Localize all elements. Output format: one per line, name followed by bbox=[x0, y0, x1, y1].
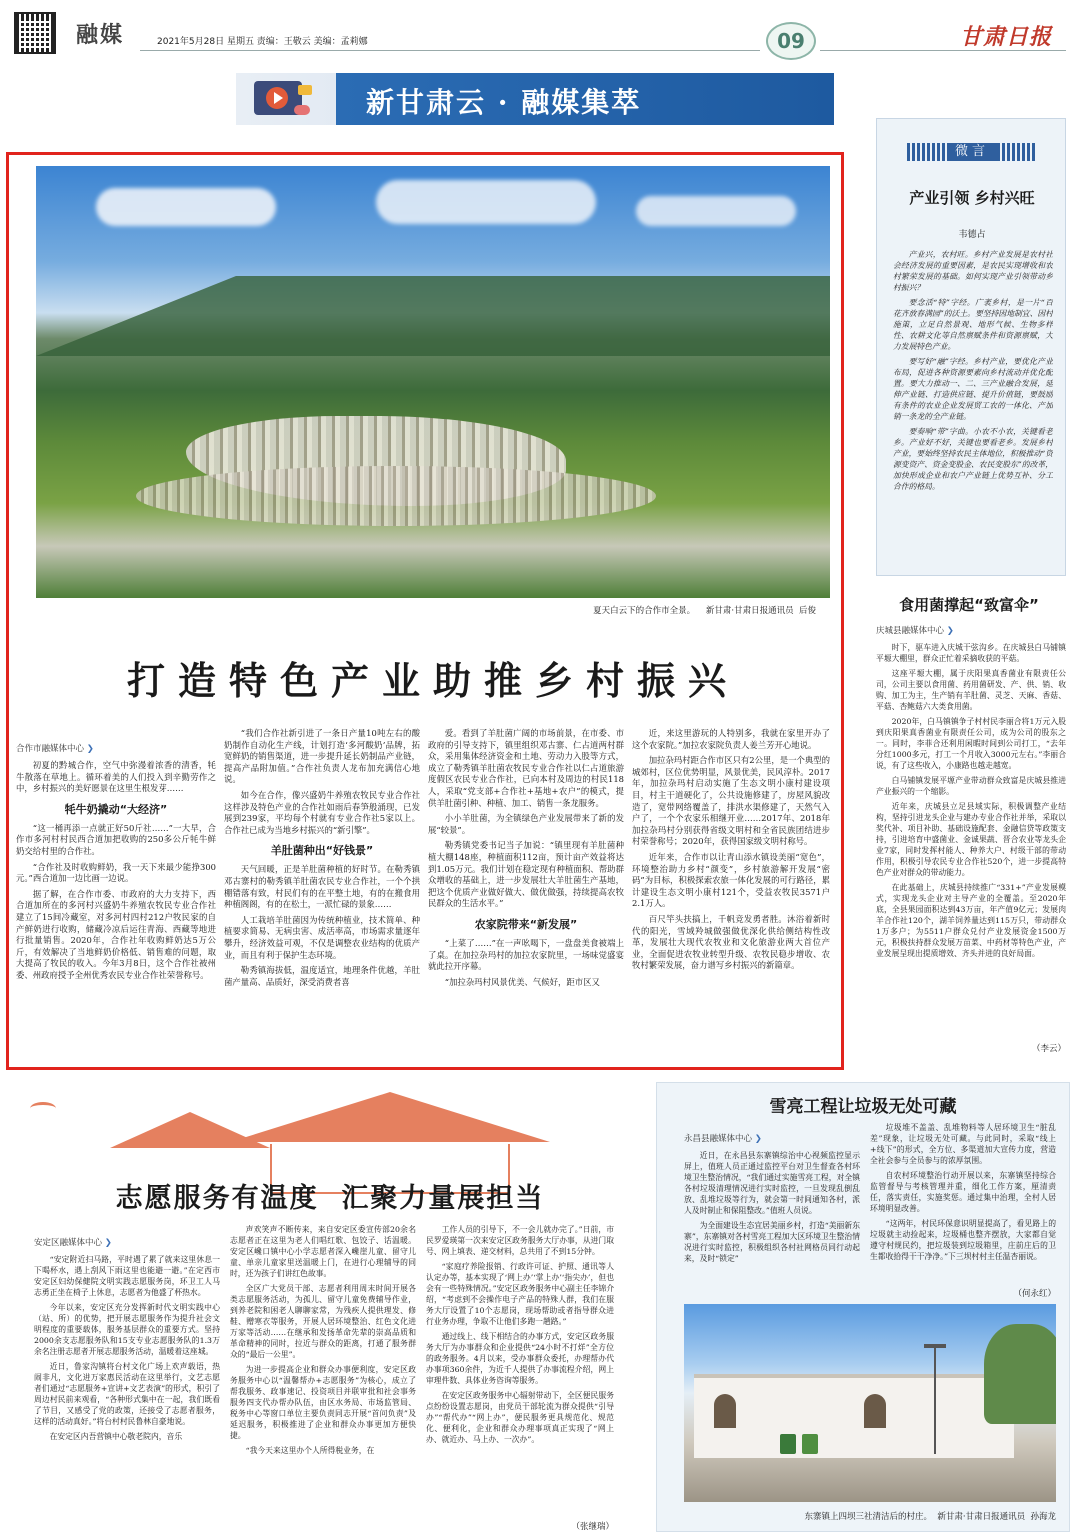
garbage-title: 雪亮工程让垃圾无处可藏 bbox=[769, 1097, 957, 1117]
video-player-icon bbox=[254, 77, 314, 121]
banner-title: 新甘肃云 · 融媒集萃 bbox=[366, 86, 642, 119]
body-paragraph: “这两年，村民环保意识明显提高了，看见路上的垃圾就主动捡起来，垃圾桶也整齐摆放，大家都自觉遵守村规民约，把垃圾装到垃圾箱里，庄前庄后的卫生都收拾得干干净净。”下三坝村村主任温杏丽说。 bbox=[870, 1219, 1056, 1261]
body-paragraph: “安定附近扫马路，平时遇了累了就来这里休息一下喝杯水，遇上刮风下雨这里也能避一避。”在定西市安定区妇幼保健院文明实践志愿服务岗，环卫工人马志勇正坐在椅子上休息，志愿者为他盛了杯热水。 bbox=[34, 1255, 220, 1297]
main-col-2 bbox=[224, 728, 420, 1064]
body-paragraph: 据了解，在合作市委、市政府的大力支持下，西合道加所在的多河村兴盛奶牛养殖农牧民专业合作社建立了15间冷藏室，对多河村四村212户牧民家的自产鲜奶进行收购，储藏冷凉后运往青海、西藏等地进行批量销售。2020年，合作社年收购鲜奶达5万公斤，有效解决了当地鲜奶价格低、销售难的问题，取大提高了牧民的收入。今年3月8日，这个合作社被州委、州政府授予全州优秀农民专业合作社荣誉称号。 bbox=[16, 888, 216, 980]
body-paragraph: 爱。看到了羊肚菌广阔的市场前景，在市委、市政府的引导支持下，镇里组织邓古寨、仁占道两村群众，采用集体经济资金和土地、劳动力入股等方式，成立了勒秀镇羊肚菌农牧民专业合作社以仁占道旅游度假区农民专业合作社，已向本村及周边的村民118人，采取“党支部+合作社+基地+农户”的模式，提供羊肚菌引种、种植、加工、销售一条龙服务。 bbox=[428, 728, 624, 808]
main-byline: 合作市融媒体中心 ❯ bbox=[16, 744, 94, 754]
newspaper-logo: 甘肃日报 bbox=[960, 24, 1053, 50]
chevron-right-icon: ❯ bbox=[946, 626, 954, 636]
body-paragraph: “上菜了……”在一声吆喝下，一盘盘美食被端上了桌。在加拉杂玛村的加拉农家院里，一场味觉盛宴就此拉开序幕。 bbox=[428, 937, 624, 972]
body-paragraph: 在安定区内吾营镇中心敬老院内，音乐 bbox=[49, 1432, 183, 1441]
header-rule bbox=[140, 50, 760, 51]
body-paragraph: 在此基础上，庆城县持续推广“331+”产业发展模式，实现龙头企业对主导产业的全覆盖。至2020年底，全县果园面积达到43万亩，年产值9亿元；发展肉羊合作社120个，湖羊饲养量达到115万只，带动群众1万多户；为5511户群众兑付产业发展资金1500万元，积极扶持群众发展万苗菜、中药材等特色产业，产业发展呈现出提质增效、齐头并进的良好局面。 bbox=[876, 883, 1066, 958]
body-paragraph: 人工栽培羊肚菌因为传统种植业，技术简单、种植要求简易、无病虫害、成活率高，市场需求量逐年攀升，经济效益可观，不仅是调整农业结构的优质产业，而且有利于保护生态环境。 bbox=[224, 914, 420, 960]
body-paragraph: 为全面建设生态宜居美丽乡村，打造“美丽新东寨”，东寨镇对各村雪亮工程加大区环境卫生整治情况进行实时监控，积极组织各村社网格员同行动起来，及时“锁定” bbox=[684, 1221, 860, 1263]
weiyan-body bbox=[893, 249, 1053, 569]
body-paragraph: 自农村环境整治行动开展以来，东寨镇坚持综合监管督导与考核管理并重，细化工作方案，厘清责任，落实责任，实施奖惩。通过集中治理，全村人居环境明显改善。 bbox=[870, 1171, 1056, 1213]
chevron-right-icon: ❯ bbox=[754, 1134, 762, 1144]
body-paragraph: 垃圾堆不盖盖、乱堆物料等人居环境卫生“脏乱差”现象，让垃圾无处可藏。与此同时，采取“线上+线下”的形式，全方位、多渠道加大宣传力度，营造全社会参与全员参与的浓厚氛围。 bbox=[870, 1123, 1056, 1165]
village-photo bbox=[684, 1304, 1056, 1502]
body-paragraph: 要奏响“带”字曲。小农不小农，关键看老乡。产业好不好，关键也要看老乡。发展乡村产业，要始终坚持农民主体地位，积极推动“资源变资产、资金变股金、农民变股东”的改革，加快形成企业和农户产业链上优势互补、分工合作的格局。 bbox=[893, 427, 1053, 491]
body-paragraph: 产业兴，农村旺。乡村产业发展是农村社会经济发展的重要因素，是农民实现增收和农村繁荣发展的基础。如何实现产业引领带动乡村振兴？ bbox=[893, 250, 1053, 292]
mushroom-title: 食用菌撑起“致富伞” bbox=[899, 596, 1039, 614]
subheading: 羊肚菌种出“好钱景” bbox=[270, 844, 374, 858]
body-paragraph: 2020年，白马镇镇争子村村民李丽合将1万元入股到庆阳果真香菌业有限责任公司，成为公司的股东之一。同时，李菲合还利用闲暇时间到公司打工，“去年分红1000多元，打工一个月收入3000元左右。”李丽合说，有了这些收入，小康路也越走越宽。 bbox=[876, 717, 1066, 770]
garbage-signature: （何永红） bbox=[1013, 1289, 1056, 1299]
body-paragraph: 天气回暖，正是羊肚菌种植的好时节。在勒秀镇邓古寨村的勒秀镇羊肚菌农民专业合作社，一个个拱棚错落有致，村民们有的在平整土地，有的在搬食用种植阁阁，有的在松土，一派忙碌的景象…… bbox=[224, 864, 420, 910]
body-paragraph: “我今天来这里办个人所得税业务，在 bbox=[245, 1446, 375, 1455]
body-paragraph: 如今在合作，像兴盛奶牛养殖农牧民专业合作社这样涉及特色产业的合作社如雨后春笋般涌现，已发展到239家，平均每个村就有专业合作社5家以上。合作社已成为当地乡村振兴的“新引擎”。 bbox=[224, 789, 420, 835]
volunteer-col-2 bbox=[230, 1224, 416, 1532]
date-line: 2021年5月28日 星期五 责编：王敬云 美编：孟莉娜 bbox=[157, 37, 368, 47]
body-paragraph: 近年来，合作市以让青山添水镇设美丽“宽色”，环境整治助力乡村“颜变”，乡村旅游解开发展“密码”为目标，积极探索农旅一体化发展的可行路径，累计建设生态文明小康村121个，受益农牧民3571户2.1万人。 bbox=[632, 851, 830, 909]
body-paragraph: 百尺竿头扶搞上，千帆竞发勇者胜。沐浴着新时代的阳光，雪域羚城做强做优深化供给侧结构性改革，发展壮大现代农牧业和文化旅游业两大首位产业，全面促进农牧业转型升级、农牧民稳步增收、农牧村繁荣发展，奋力谱写乡村振兴的新篇章。 bbox=[632, 913, 830, 971]
body-paragraph: 小小羊肚菌，为全镇绿色产业发展带来了新的发展“较景”。 bbox=[428, 813, 624, 835]
garbage-col-2 bbox=[870, 1122, 1056, 1290]
body-paragraph: 勒秀镇海拔低，温度适宜，地理条件优越，羊肚菌产量高、品质好，深受消费者喜 bbox=[224, 965, 420, 987]
volunteer-headline: 志愿服务有温度 汇聚力量展担当 bbox=[115, 1183, 545, 1214]
body-paragraph: 白马铺镇发展平塬产业带动群众致富是庆城县推进产业振兴的一个缩影。 bbox=[876, 776, 1066, 796]
body-paragraph: “加拉杂玛村风景优美、气候好，距市区又 bbox=[444, 976, 600, 987]
weiyan-title: 产业引领 乡村兴旺 bbox=[909, 189, 1035, 207]
section-label: 融媒 bbox=[76, 23, 125, 48]
body-paragraph: 勒秀镇党委书记当子加说：“镇里现有羊肚菌种植大棚148座，种植面积112亩，预计亩产效益将达到1.05万元。我们计划在稳定现有种植面积、帮助群众增收的基础上，进一步发展壮大羊肚菌生产基地，把这个优质产业做好做大、做优做强，持续提高农牧民群众的生活水平。” bbox=[428, 840, 624, 909]
body-paragraph: 工作人员的引导下，不一会儿就办完了。”日前，市民罗爱瑛第一次来安定区政务服务大厅办事，从进门取号、网上填表、递交材料，总共用了不到15分钟。 bbox=[426, 1225, 614, 1256]
body-paragraph: 这座平塬大棚，属于庆阳果真香菌业有限责任公司，公司主要以食用菌、药用菌研发、产、供、销、收购、加工为主，生产销有羊肚菌、灵芝、天麻、香菇、平菇、杏鲍菇六大类食用菌。 bbox=[876, 669, 1066, 711]
body-paragraph: 今年以来，安定区充分发挥新时代文明实践中心（站、所）的优势，把开展志愿服务作为提升社会文明程度的重要载体，服务基层群众的重要方式。坚持2000余支志愿服务队和15支专业志愿服务队的1.3万余名注册志愿者开展志愿服务活动，温暖着这座城。 bbox=[34, 1303, 220, 1356]
weiyan-label-bar bbox=[907, 143, 1037, 161]
village-photo-caption: 东寨镇上四坝三社清洁后的村庄。 新甘肃·甘肃日报通讯员 孙海龙 bbox=[804, 1512, 1056, 1522]
weiyan-box bbox=[876, 118, 1066, 576]
body-paragraph: 近年来，庆城县立足县域实际，积极调整产业结构，坚持引进龙头企业与建办专业合作社并举，采取以奖代补、项目补助、基础设施配套、金融信贷等政策支持，引进培育中盛菌业、金诚果蔬、晋合农业等龙头企业7家，同时发挥村能人、种养大户、村级干部的带动作用，积极引导农民专业合作社520个，进一步提高特色产业对群众的带动能力。 bbox=[876, 802, 1066, 877]
main-col-1 bbox=[16, 738, 216, 1064]
body-paragraph: “我们合作社新引进了一条日产量10吨左右的酸奶制作自动化生产线，计划打造‘多河酸奶’品牌，拓宽鲜奶的销售渠道，进一步提升延长奶制品产业链，提高产品附加值。”合作社负责人龙布加充满信心地说。 bbox=[224, 728, 420, 785]
volunteer-col-3 bbox=[426, 1224, 614, 1518]
main-headline: 打造特色产业助推乡村振兴 bbox=[126, 659, 739, 703]
main-col-4 bbox=[632, 728, 830, 1064]
body-paragraph: 加拉杂玛村距合作市区只有2公里，是一个典型的城郊村，区位优势明显，风景优美，民风淳朴。2017年，加拉杂玛村启动实施了生态文明小康村建设项目，村主干道硬化了，公共设施修建了，房屋风貌改造了，宽带网络覆盖了，排洪水渠修建了，天然气入户了，一个个农家乐相继开业……2017年、2018年加拉杂玛村分别获得省级文明村和全省民族团结进步村荣誉称号；2020年，获得国家级文明村称号。 bbox=[632, 755, 830, 847]
chevron-right-icon: ❯ bbox=[104, 1238, 112, 1248]
body-paragraph: “合作社及时收购鲜奶，我一天下来最少能挣300元。”西合道加一边比画一边说。 bbox=[16, 861, 216, 884]
body-paragraph: 全区广大党员干部、志愿者利用周末时间开展各类志愿服务活动，为孤儿、留守儿童免费辅导作业，到养老院和困老人聊聊家常，为残疾人提供理发、修鞋、赠寒衣等服务，开展人居环境整治、红色文化进万家等活动……在继承和发扬革命先辈的崇高品质和革命精神的同时，拉近与群众的距离，打通了服务群众的“最后一公里”。 bbox=[230, 1284, 416, 1359]
body-paragraph: 在安定区政务服务中心辐射带动下，全区便民服务点纷纷设置志愿岗，由党员干部轮流为群众提供“引导办”“帮代办”“网上办”，便民服务更具规范化、规范化、便利化，企业和群众办理事项真正实现了“网上办、就近办、马上办、一次办”。 bbox=[426, 1391, 614, 1444]
body-paragraph: 要写好“融”字经。乡村产业，要优化产业布局，促进各种资源要素向乡村流动并优化配置。要大力推动一、二、三产业融合发展，延伸产业链、打造供应链、提升价值链，要鼓励有条件的农业企业发展贸工农的一体化、产加销一条龙的全产业链。 bbox=[893, 357, 1053, 421]
weiyan-author: 韦德占 bbox=[958, 230, 986, 240]
body-paragraph: 为进一步提高企业和群众办事便利度，安定区政务服务中心以“温馨帮办+志愿服务”为核心，成立了帮我服务、政事速记、投资项目并联审批和社会事务服务四支代办帮办队伍，由区水务局、市场监管局、税务中心等窗口单位主要负责同志开展“首问负责”及延迟服务，积极推进了企业和群众办事更加方便快捷。 bbox=[230, 1365, 416, 1440]
body-paragraph: 近，来这里游玩的人特别多，我就在家里开办了这个农家院。”加拉农家院负责人姜兰芳开心地说。 bbox=[632, 728, 830, 750]
mushroom-signature: （李云） bbox=[1031, 1044, 1066, 1054]
body-paragraph: “家庭疗养险报销、行政许可证、护照、通讯等人认定办等，基本实现了‘网上办’‘掌上办’‘指尖办’，但也会有一些特殊情况。”安定区政务服务中心副主任李锦介绍，“考虑到不会操作电子产品的特殊人群，我们在服务大厅设置了10个志愿岗，现场帮助或者指导群众进行业务办理，争取不让他们多跑一趟路。” bbox=[426, 1262, 614, 1326]
main-col-3 bbox=[428, 728, 624, 1064]
mushroom-byline: 庆城县融媒体中心 ❯ bbox=[876, 626, 954, 636]
garbage-byline: 永昌县融媒体中心 ❯ bbox=[684, 1134, 762, 1144]
body-paragraph: 初夏的黔城合作，空气中弥漫着浓香的清香，牦牛散落在草地上。循环着美的人们投入到辛勤劳作之中，乡村振兴的美好愿景在这里生根发芽…… bbox=[16, 760, 216, 794]
garbage-col-1 bbox=[684, 1128, 860, 1298]
body-paragraph: “这一桶再添一点就正好50斤社……”一大早，合作市多河村村民西合道加把收购的250多公斤牦牛鲜奶交给村里的合作社。 bbox=[16, 822, 216, 856]
body-paragraph: 时下，驱车进入庆城干弦沟乡。在庆城县白马铺镇平塬大棚里，群众正忙着采摘收获的平菇。 bbox=[876, 643, 1066, 663]
volunteer-byline: 安定区融媒体中心 ❯ bbox=[34, 1238, 112, 1248]
page-number: 09 bbox=[777, 29, 805, 53]
body-paragraph: 通过线上、线下相结合的办事方式，安定区政务服务大厅为办事群众和企业提供“24小时不打烊”全方位的政务服务。4月以来，受办事群众委托，办理帮办代办事项360余件，为近千人提供了办事流程介绍，网上审理件数、具体业务咨询等服务。 bbox=[426, 1332, 614, 1385]
subheading: 农家院带来“新发展” bbox=[474, 917, 578, 931]
body-paragraph: 声欢笑声不断传来，来自安定区委宣传部20余名志愿者正在这里为老人们唱红歌、包饺子、话温暖。安定区巉口镇中心小学志愿者深入巉崖儿童、留守儿童、单亲儿童家里送温暖上门，在进行心理辅导的同时，还为孩子们讲红色故事。 bbox=[230, 1225, 416, 1278]
weiyan-label: 微言 bbox=[947, 143, 997, 161]
volunteer-signature: （张继瑞） bbox=[571, 1522, 614, 1532]
chevron-right-icon: ❯ bbox=[86, 744, 94, 754]
subheading: 牦牛奶撬动“大经济” bbox=[64, 802, 168, 816]
landscape-photo bbox=[36, 166, 830, 598]
body-paragraph: 近日，鲁家沟镇将台村文化广场上欢声载语，热闹非凡，文化进万家惠民活动在这里举行，文艺志愿者们通过“志愿服务+宣讲+文艺表演”的形式，积引了周边村民前来观看，“各种形式集中在一起，我们既看了节目，又感受了党的政策，还接受了志愿者服务，这样的活动真好。”将台村村民鲁林自豪地说。 bbox=[34, 1362, 220, 1426]
page-number-badge bbox=[766, 22, 816, 60]
volunteer-col-1 bbox=[34, 1232, 220, 1532]
body-paragraph: 要念活“特”字经。广袤乡村，是一片“百花齐放春满园”的沃土。要坚持因地制宜、因村施策，立足自然景观、地形气候、生物多样性、农耕文化等自然禀赋条件和资源禀赋，大力发展特色产业。 bbox=[893, 298, 1053, 351]
mushroom-body bbox=[876, 620, 1066, 1040]
banner bbox=[236, 73, 834, 125]
body-paragraph: 近日，在永昌县东寨镇综治中心视频监控显示屏上，值班人员正通过监控平台对卫生督查各村环境卫生整治情况，“我们通过实施雪亮工程，对全镇各村垃圾清理情况进行实时监控，一旦发现乱倒乱放、乱堆垃圾等行为，就会第一时间通知各村，派人及时制止和保阻整改。”值班人员说。 bbox=[684, 1151, 860, 1215]
qr-code bbox=[16, 14, 54, 52]
photo-caption: 夏天白云下的合作市全景。 新甘肃·甘肃日报通讯员 后俊 bbox=[593, 606, 816, 616]
